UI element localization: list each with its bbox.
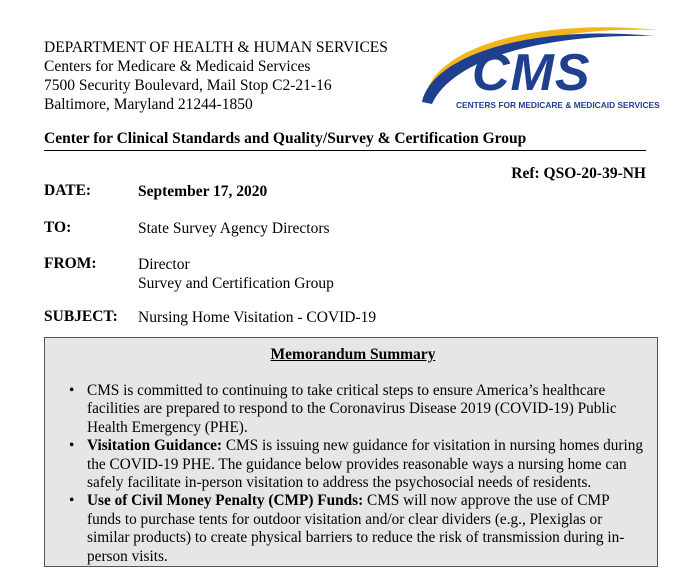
- logo-wordmark: CMS: [472, 44, 591, 102]
- date-value: September 17, 2020: [138, 183, 268, 200]
- reference-number: Ref: QSO-20-39-NH: [511, 165, 646, 182]
- memorandum-summary-box: [44, 337, 658, 567]
- to-value: State Survey Agency Directors: [138, 220, 330, 237]
- summary-item-text: CMS is issuing new guidance for visitation in nursing homes during the COVID-19 PHE. The guidance below provides reasonable ways a nursing home can safely facilitate in-person visitation to address the psychosocial needs of residents.: [87, 437, 644, 492]
- summary-item-text: CMS is committed to continuing to take critical steps to ensure America’s healthcare facilities are prepared to respond to the Coronavirus Disease 2019 (COVID-19) Public Health Emergency (PHE).: [87, 382, 617, 436]
- summary-item-lead: Use of Civil Money Penalty (CMP) Funds:: [87, 492, 364, 510]
- from-line-2: Survey and Certification Group: [138, 275, 334, 292]
- bullet-icon: •: [69, 437, 75, 455]
- date-label: DATE:: [44, 182, 92, 199]
- address-line: Baltimore, Maryland 21244-1850: [44, 96, 253, 113]
- to-label: TO:: [44, 219, 72, 236]
- cms-logo: [418, 16, 668, 116]
- group-heading: Center for Clinical Standards and Quality/Survey & Certification Group: [44, 130, 646, 151]
- logo-tagline: CENTERS FOR MEDICARE & MEDICAID SERVICES: [456, 100, 660, 110]
- subject-value: Nursing Home Visitation - COVID-19: [138, 309, 377, 326]
- address-line: DEPARTMENT OF HEALTH & HUMAN SERVICES: [44, 39, 388, 56]
- subject-label: SUBJECT:: [44, 308, 118, 325]
- summary-item-lead: Visitation Guidance:: [87, 437, 222, 455]
- bullet-icon: •: [69, 382, 75, 399]
- from-value: [138, 255, 334, 293]
- summary-item: [61, 492, 645, 566]
- summary-item: [61, 437, 645, 492]
- summary-item-text: CMS will now approve the use of CMP funds to purchase tents for outdoor visitation and/or clear dividers (e.g., Plexiglas or similar products) to create physical barriers to reduce the risk of transmission during in-person visits.: [87, 492, 625, 565]
- summary-list: [61, 382, 645, 566]
- from-line-1: Director: [138, 256, 190, 273]
- summary-item: [61, 382, 645, 437]
- address-line: 7500 Security Boulevard, Mail Stop C2-21-16: [44, 77, 332, 94]
- from-label: FROM:: [44, 255, 97, 272]
- agency-address: [44, 38, 388, 114]
- address-line: Centers for Medicare & Medicaid Services: [44, 58, 311, 75]
- summary-title: Memorandum Summary: [270, 346, 436, 363]
- bullet-icon: •: [69, 492, 75, 510]
